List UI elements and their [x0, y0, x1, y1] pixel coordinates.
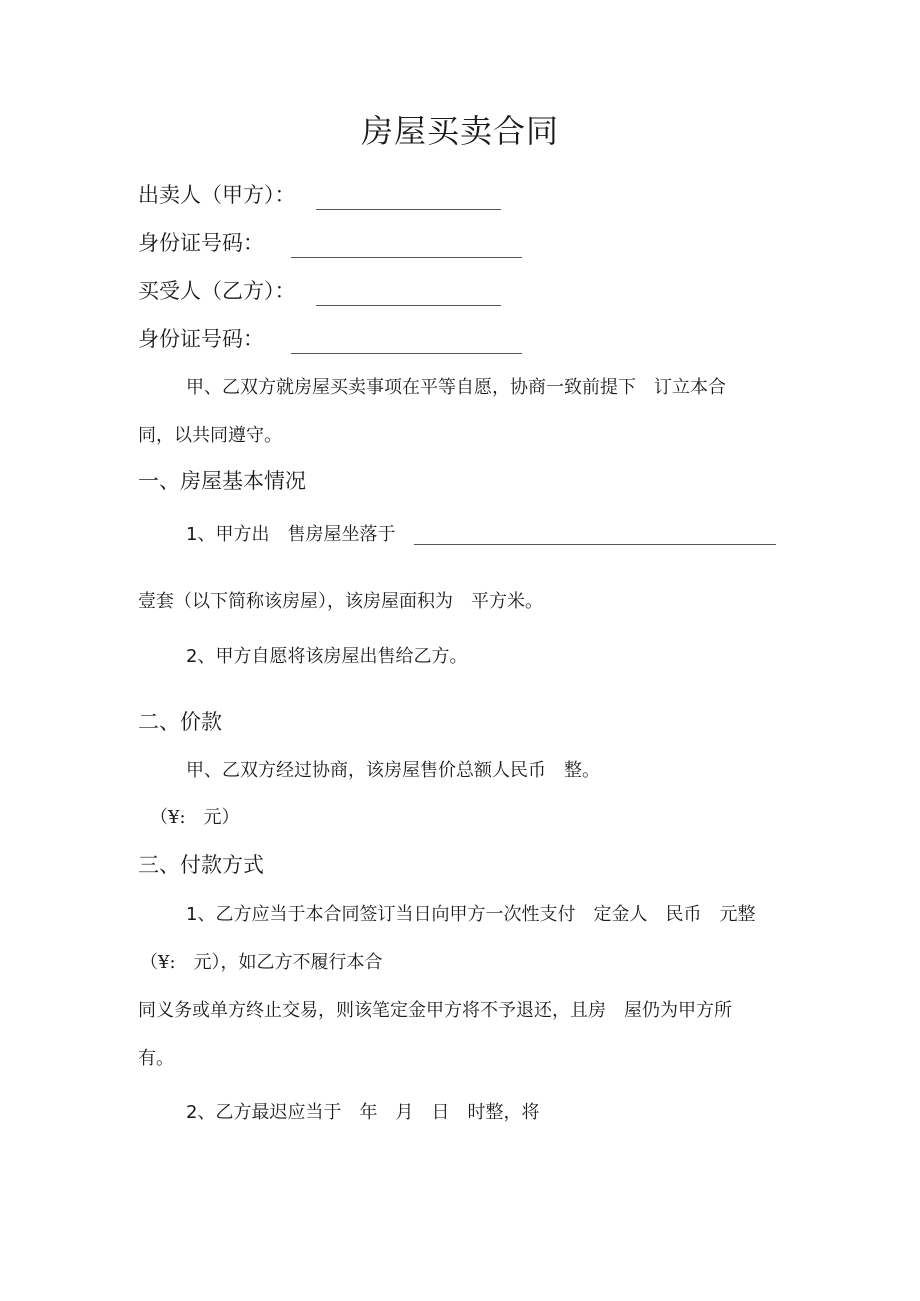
- buyer-id-blank[interactable]: [291, 331, 522, 354]
- house-location-blank[interactable]: [414, 522, 776, 545]
- section-3-item-1-line-3: 同义务或单方终止交易，则该笔定金甲方将不予退还，且房 屋仍为甲方所: [138, 1000, 732, 1021]
- section-2-line-1: 甲、乙双方经过协商，该房屋售价总额人民币 整。: [186, 760, 600, 781]
- buyer-id-row: [138, 324, 522, 354]
- item-number: 1: [186, 904, 198, 925]
- section-2-line-2: （¥: 元）: [150, 807, 240, 828]
- item-text: 、甲方自愿将该房屋出售给乙方。: [197, 646, 468, 667]
- section-3-item-1-line-1: [186, 902, 755, 928]
- buyer-blank[interactable]: [316, 283, 501, 306]
- buyer-label: 买受人（乙方）：: [138, 279, 296, 303]
- section-3-heading: 三、付款方式: [138, 853, 264, 877]
- seller-id-blank[interactable]: [291, 235, 522, 258]
- item-text: 、乙方应当于本合同签订当日向甲方一次性支付 定金人 民币 元整: [197, 904, 756, 925]
- seller-label: 出卖人（甲方）：: [138, 183, 296, 207]
- intro-line-1: 甲、乙双方就房屋买卖事项在平等自愿，协商一致前提下 订立本合: [186, 377, 726, 398]
- item-number: 2: [186, 1102, 198, 1123]
- section-1-heading: 一、房屋基本情况: [138, 469, 306, 493]
- buyer-row: [138, 276, 501, 306]
- page-title: 房屋买卖合同: [360, 112, 559, 150]
- seller-id-row: [138, 228, 522, 258]
- section-3-item-2: [186, 1100, 539, 1126]
- section-1-item-1-continued: 壹套（以下简称该房屋），该房屋面积为 平方米。: [138, 591, 543, 612]
- item-text: 、甲方出 售房屋坐落于: [197, 524, 396, 545]
- seller-row: [138, 180, 501, 210]
- item-number: 1: [186, 524, 198, 545]
- section-1-item-2: [186, 644, 467, 670]
- section-3-item-1-line-2: （¥: 元），如乙方不履行本合: [140, 952, 383, 973]
- item-text: 、乙方最迟应当于 年 月 日 时整，将: [197, 1102, 540, 1123]
- section-3-item-1-line-4: 有。: [138, 1048, 174, 1069]
- intro-line-2: 同，以共同遵守。: [138, 425, 282, 446]
- item-number: 2: [186, 646, 198, 667]
- section-2-heading: 二、价款: [138, 710, 222, 734]
- seller-id-label: 身份证号码：: [138, 231, 264, 255]
- seller-blank[interactable]: [316, 187, 501, 210]
- section-1-item-1: [186, 522, 395, 548]
- buyer-id-label: 身份证号码：: [138, 327, 264, 351]
